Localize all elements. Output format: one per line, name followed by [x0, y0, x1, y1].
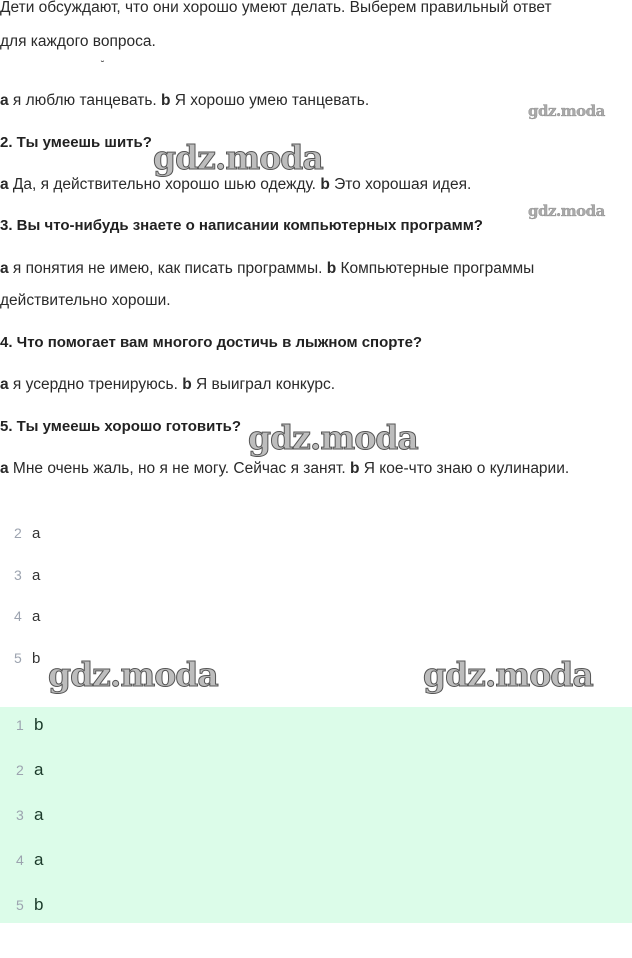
question-2-options: [0, 175, 471, 195]
answer-item: [14, 650, 40, 667]
watermark: gdz.moda: [423, 655, 593, 694]
watermark: gdz.moda: [248, 418, 418, 457]
final-answers-panel: [0, 707, 632, 923]
option-b-label: b: [182, 376, 192, 393]
question-1-options: [0, 91, 369, 111]
answer-value: a: [34, 850, 44, 869]
intro-line-1: Дети обсуждают, что они хорошо умеют делать. Выберем правильный ответ: [0, 0, 552, 16]
answer-value: a: [32, 567, 41, 584]
answer-item: [14, 525, 40, 542]
watermark: gdz.moda: [528, 102, 605, 120]
answer-value: b: [34, 715, 44, 734]
answer-value: a: [34, 760, 44, 779]
option-a-label: a: [0, 176, 9, 193]
option-b-text: Это хорошая идея.: [329, 176, 472, 193]
question-5-title: 5. Ты умеешь хорошо готовить?: [0, 418, 242, 435]
question-3-options-continuation: действительно хороши.: [0, 292, 171, 309]
answer-item: [14, 567, 40, 584]
final-answer-item: [16, 895, 43, 915]
answer-value: b: [34, 895, 44, 914]
option-b-label: b: [349, 460, 360, 477]
answer-number: 4: [16, 852, 24, 868]
answer-number: 5: [14, 650, 22, 666]
option-b-label: b: [326, 260, 337, 277]
option-b-label: b: [161, 92, 171, 109]
question-4-title: 4. Что помогает вам многого достичь в лыжном спорте?: [0, 334, 423, 351]
option-a-text: я люблю танцевать.: [8, 92, 162, 109]
answer-item: [14, 608, 40, 625]
option-b-text: Я выиграл конкурс.: [191, 376, 336, 393]
option-a-label: a: [0, 376, 9, 393]
option-a-text: я усердно тренируюсь.: [8, 376, 183, 393]
tick-mark: ˘: [101, 60, 105, 71]
final-answer-item: [16, 715, 43, 735]
option-b-text: Компьютерные программы: [336, 260, 535, 277]
question-5-options: [0, 459, 569, 479]
answer-value: a: [34, 805, 44, 824]
answer-value: a: [32, 525, 41, 542]
answer-number: 2: [16, 762, 24, 778]
question-2-title: 2. Ты умеешь шить?: [0, 134, 152, 151]
final-answer-item: [16, 760, 43, 780]
option-b-text: Я кое-что знаю о кулинарии.: [359, 460, 570, 477]
option-a-label: a: [0, 460, 9, 477]
watermark: gdz.moda: [153, 138, 323, 177]
answer-number: 3: [14, 567, 22, 583]
option-a-text: я понятия не имею, как писать программы.: [8, 260, 327, 277]
option-a-text: Да, я действительно хорошо шью одежду.: [8, 176, 321, 193]
question-3-title: 3. Вы что-нибудь знаете о написании компьютерных программ?: [0, 217, 483, 234]
watermark: gdz.moda: [48, 655, 218, 694]
question-4-options: [0, 375, 335, 395]
watermark: gdz.moda: [528, 202, 605, 220]
option-b-text: Я хорошо умею танцевать.: [170, 92, 370, 109]
answer-value: b: [32, 650, 41, 667]
final-answer-item: [16, 850, 43, 870]
answer-number: 4: [14, 608, 22, 624]
option-a-label: a: [0, 260, 9, 277]
option-a-text: Мне очень жаль, но я не могу. Сейчас я занят.: [8, 460, 350, 477]
question-3-options: [0, 259, 534, 279]
final-answer-item: [16, 805, 43, 825]
answer-number: 5: [16, 897, 24, 913]
answer-value: a: [32, 608, 41, 625]
option-b-label: b: [320, 176, 330, 193]
option-a-label: a: [0, 92, 9, 109]
intro-line-2: для каждого вопроса.: [0, 33, 156, 50]
answer-number: 3: [16, 807, 24, 823]
answer-number: 2: [14, 525, 22, 541]
answer-number: 1: [16, 717, 24, 733]
